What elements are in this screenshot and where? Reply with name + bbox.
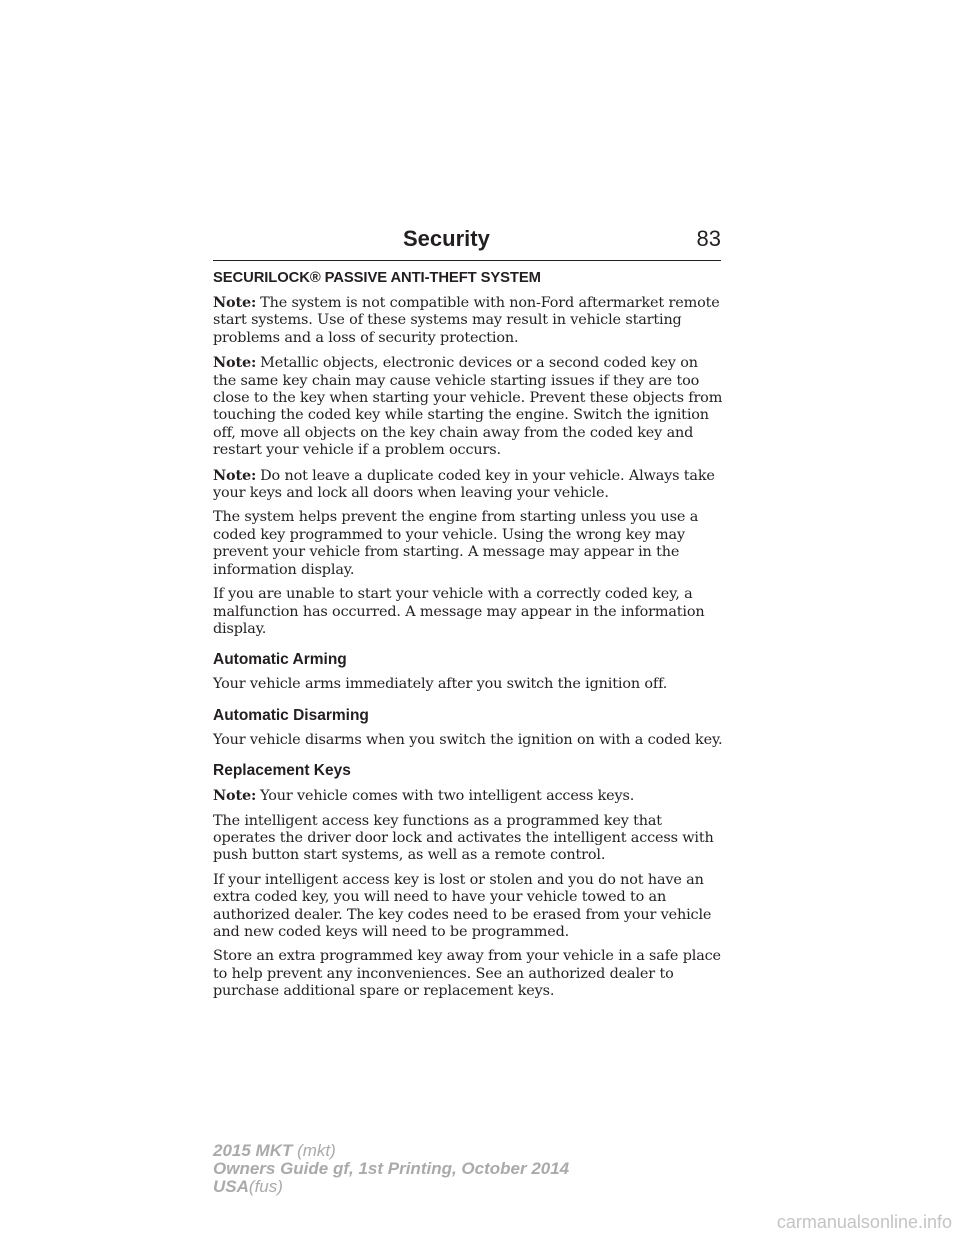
page-header (213, 226, 721, 261)
note-paragraph (213, 354, 725, 459)
note-text: Metallic objects, electronic devices or a second coded key on the same key chain may cause vehicle starting issues if they are too close to the key when starting your vehicle. Prevent these objects from touching the coded key while starting the engine. Switch the ignition off, move all objects on the key chain away from the coded key and restart your vehicle if a problem occurs. (213, 355, 723, 459)
footer-line-printing: Owners Guide gf, 1st Printing, October 2014 (213, 1159, 570, 1178)
footer-line-market (213, 1178, 569, 1196)
footer-line-model (213, 1142, 569, 1160)
document-footer (213, 1142, 569, 1196)
footer-market: USA (213, 1177, 249, 1196)
note-text: The system is not compatible with non-Ford aftermarket remote start systems. Use of these systems may result in vehicle starting problems and a loss of security protection. (213, 295, 720, 346)
note-text: Your vehicle comes with two intelligent access keys. (260, 788, 635, 805)
body-paragraph: If your intelligent access key is lost or stolen and you do not have an extra coded key, you will need to have your vehicle towed to an authorized dealer. The key codes need to be erased from your vehicle and new coded keys will need to be programmed. (213, 871, 712, 940)
body-paragraph: The intelligent access key functions as a programmed key that operates the driver door lock and activates the intelligent access with push button start systems, as well as a remote control. (213, 812, 714, 864)
body-paragraph: Your vehicle arms immediately after you switch the ignition off. (213, 676, 668, 693)
note-label: Note: (213, 354, 257, 372)
body-paragraph: Your vehicle disarms when you switch the ignition on with a coded key. (213, 731, 723, 748)
page-number: 83 (696, 226, 721, 251)
footer-model: 2015 MKT (213, 1141, 293, 1160)
automatic-disarming-heading: Automatic Disarming (213, 706, 369, 724)
note-label: Note: (213, 466, 257, 484)
footer-market-code: (fus) (248, 1177, 283, 1196)
section-title: SECURILOCK® PASSIVE ANTI-THEFT SYSTEM (213, 270, 541, 286)
note-label: Note: (213, 787, 257, 805)
body-paragraph: Store an extra programmed key away from your vehicle in a safe place to help prevent any inconveniences. See an authorized dealer to purchase additional spare or replacement keys. (213, 948, 721, 1000)
page-title: Security (403, 226, 490, 251)
note-paragraph (213, 467, 725, 503)
watermark: carmanualsonline.info (776, 1212, 952, 1232)
body-paragraph: The system helps prevent the engine from starting unless you use a coded key programmed to your vehicle. Using the wrong key may prevent your vehicle from starting. A message may appear in the information display. (213, 509, 699, 578)
note-label: Note: (213, 294, 257, 311)
automatic-arming-heading: Automatic Arming (213, 651, 347, 669)
body-paragraph: If you are unable to start your vehicle with a correctly coded key, a malfunction has occurred. A message may appear in the information display. (213, 586, 705, 637)
note-paragraph (213, 787, 725, 805)
note-text: Do not leave a duplicate coded key in your vehicle. Always take your keys and lock all doors when leaving your vehicle. (213, 467, 715, 502)
replacement-keys-heading: Replacement Keys (213, 762, 351, 780)
page-content (213, 269, 725, 1008)
footer-model-code: (mkt) (297, 1141, 336, 1160)
note-paragraph (213, 294, 725, 347)
